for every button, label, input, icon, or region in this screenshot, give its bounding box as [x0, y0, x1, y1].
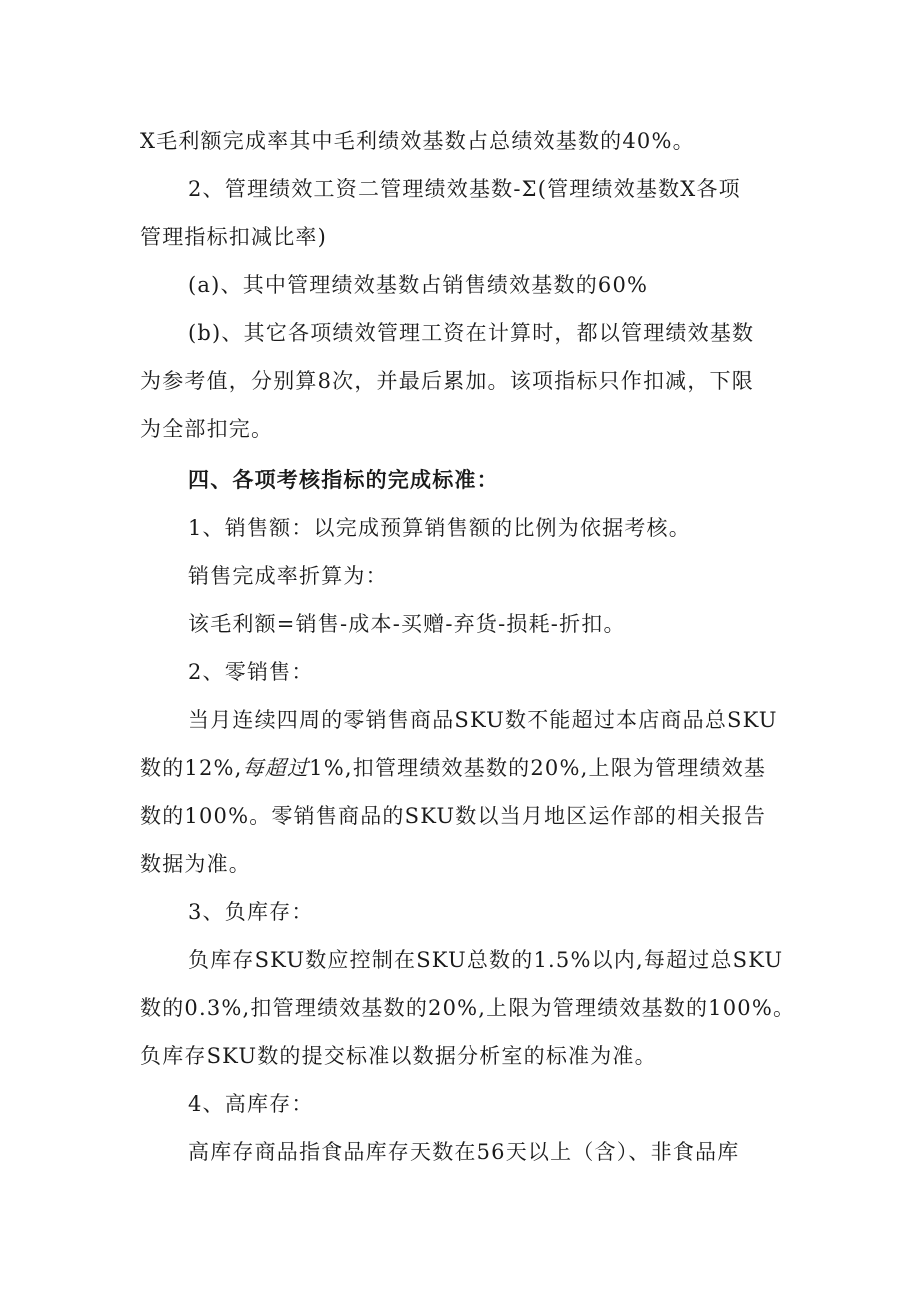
- paragraph-line: 3、负库存：: [188, 900, 314, 924]
- section-heading: 四、各项考核指标的完成标准：: [188, 467, 499, 492]
- paragraph-line: 高库存商品指食品库存天数在56天以上（含）、非食品库: [188, 1140, 740, 1164]
- paragraph-line: 数的0.3%,扣管理绩效基数的20%,上限为管理绩效基数的100%。: [140, 996, 796, 1020]
- paragraph-line: 当月连续四周的零销售商品SKU数不能超过本店商品总SKU: [188, 708, 778, 732]
- text-span: 数的12%,: [140, 756, 243, 780]
- paragraph-line: (a)、其中管理绩效基数占销售绩效基数的60%: [188, 273, 649, 297]
- paragraph-line: 数据为准。: [140, 852, 251, 876]
- italic-text: 每超过: [242, 756, 310, 780]
- paragraph-line: 4、高库存：: [188, 1092, 314, 1116]
- paragraph-line: 2、管理绩效工资二管理绩效基数-Σ(管理绩效基数X各项: [188, 177, 741, 201]
- paragraph-line: X毛利额完成率其中毛利绩效基数占总绩效基数的40%。: [140, 129, 695, 153]
- paragraph-line: (b)、其它各项绩效管理工资在计算时，都以管理绩效基数: [188, 321, 755, 345]
- paragraph-line: 为参考值，分别算8次，并最后累加。该项指标只作扣减，下限: [140, 369, 754, 393]
- paragraph-line: 数的100%。零销售商品的SKU数以当月地区运作部的相关报告: [140, 804, 767, 828]
- paragraph-line: 销售完成率折算为：: [188, 564, 388, 588]
- paragraph-line: 管理指标扣减比率): [140, 225, 327, 249]
- paragraph-line: 为全部扣完。: [140, 417, 274, 441]
- paragraph-line: [140, 753, 800, 783]
- text-span: 1%,扣管理绩效基数的20%,上限为管理绩效基: [309, 756, 767, 780]
- paragraph-line: 1、销售额：以完成预算销售额的比例为依据考核。: [188, 516, 691, 540]
- paragraph-line: 2、零销售：: [188, 660, 314, 684]
- paragraph-line: 负库存SKU数应控制在SKU总数的1.5%以内,每超过总SKU: [188, 948, 784, 972]
- paragraph-line: 该毛利额=销售-成本-买赠-弃货-损耗-折扣。: [188, 612, 626, 636]
- paragraph-line: 负库存SKU数的提交标准以数据分析室的标准为准。: [140, 1044, 657, 1068]
